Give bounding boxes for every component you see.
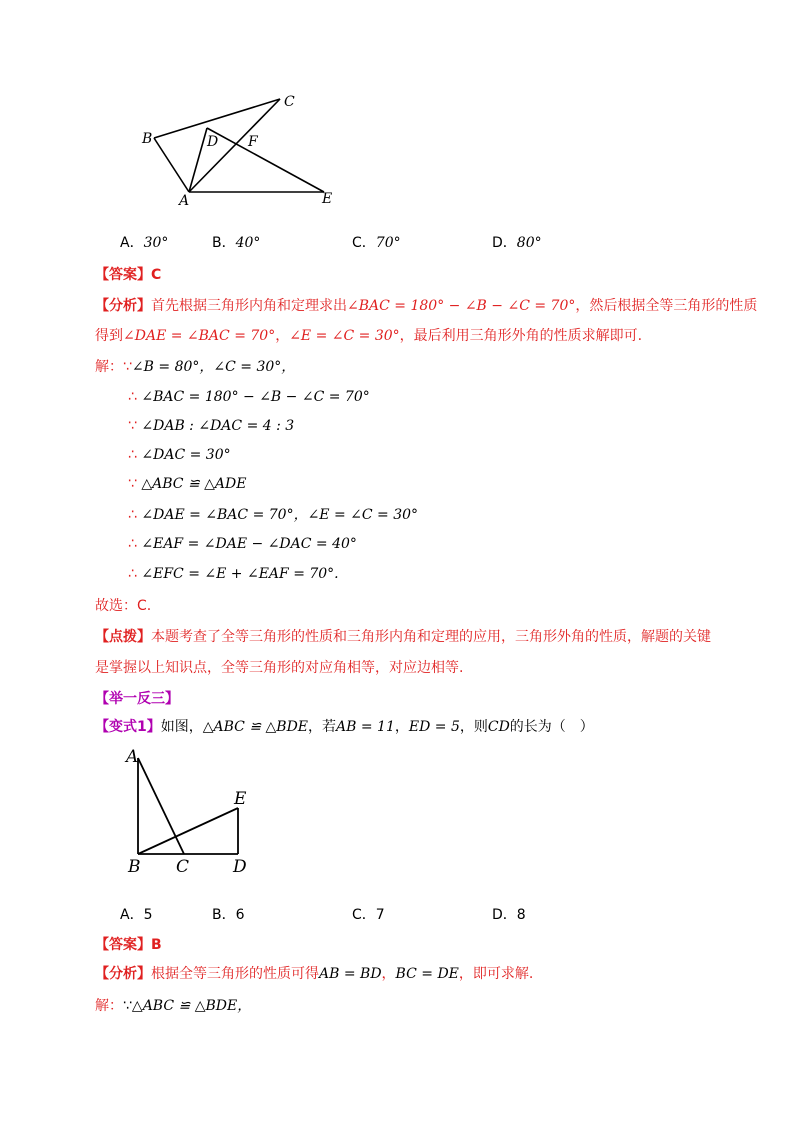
variant-answer-line: 【答案】B <box>95 937 162 953</box>
comment-line-1: 【点拨】本题考查了全等三角形的性质和三角形内角和定理的应用，三角形外角的性质，解题的关键 <box>95 629 711 645</box>
section-header: 【举一反三】 <box>95 691 179 707</box>
analysis-line-2: 得到∠DAE = ∠BAC = 70°，∠E = ∠C = 30°，最后利用三角形外角的性质求解即可. <box>95 328 643 344</box>
label-A: A <box>126 748 139 767</box>
variant-solution-line: 解：∵△ABC ≌ △BDE， <box>95 998 252 1014</box>
figure-triangles-1 <box>130 85 350 210</box>
label-C: C <box>176 857 190 877</box>
label-B: B <box>128 857 141 877</box>
solution-step-3: ∵ ∠DAB : ∠DAC = 4 : 3 <box>128 418 295 434</box>
answer-line: 【答案】C <box>95 267 162 283</box>
label-F: F <box>248 134 258 150</box>
choice-c: C．70° <box>352 235 401 251</box>
label-D: D <box>207 134 219 150</box>
segment-AC <box>138 758 184 854</box>
variant-choice-b: B．6 <box>212 907 245 923</box>
solution-step-6: ∴ ∠DAE = ∠BAC = 70°，∠E = ∠C = 30° <box>128 507 419 523</box>
solution-step-1: 解：∵∠B = 80°，∠C = 30°， <box>95 359 296 375</box>
segment-BE <box>138 808 238 854</box>
variant-choice-d: D．8 <box>492 907 526 923</box>
label-B: B <box>142 131 153 147</box>
solution-step-7: ∴ ∠EAF = ∠DAE − ∠DAC = 40° <box>128 536 357 552</box>
choice-d: D．80° <box>492 235 542 251</box>
solution-step-8: ∴ ∠EFC = ∠E + ∠EAF = 70°. <box>128 566 339 582</box>
label-E: E <box>322 191 333 207</box>
conclusion-line: 故选：C. <box>95 598 152 614</box>
label-C: C <box>284 94 295 110</box>
solution-step-5: ∵ △ABC ≌ △ADE <box>128 476 247 492</box>
comment-line-2: 是掌握以上知识点，全等三角形的对应角相等，对应边相等. <box>95 660 464 676</box>
choice-a: A．30° <box>120 235 169 251</box>
variant-choice-a: A．5 <box>120 907 153 923</box>
variant-choice-c: C．7 <box>352 907 385 923</box>
variant-analysis-line: 【分析】根据全等三角形的性质可得AB = BD，BC = DE，即可求解. <box>95 966 534 982</box>
variant-question: 【变式1】如图，△ABC ≌ △BDE，若AB = 11，ED = 5，则CD的长为（ ） <box>95 719 594 735</box>
solution-step-2: ∴ ∠BAC = 180° − ∠B − ∠C = 70° <box>128 389 370 405</box>
label-E: E <box>234 789 247 809</box>
analysis-line-1: 【分析】首先根据三角形内角和定理求出∠BAC = 180° − ∠B − ∠C = 70°，然后根据全等三角形的性质 <box>95 298 758 314</box>
segment-DE <box>207 128 324 192</box>
figure-triangles-2 <box>120 748 270 878</box>
solution-step-4: ∴ ∠DAC = 30° <box>128 447 231 463</box>
label-A: A <box>179 193 190 209</box>
segment-BA <box>154 138 189 192</box>
label-D: D <box>233 857 247 877</box>
choice-b: B．40° <box>212 235 261 251</box>
